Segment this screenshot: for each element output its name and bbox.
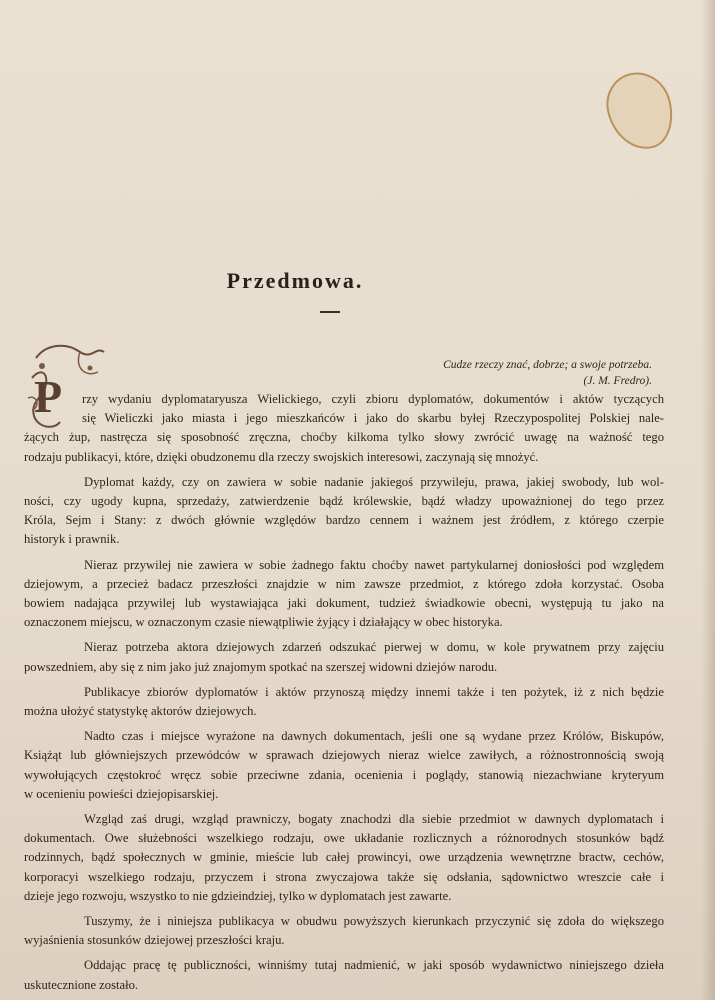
- text-line: powszedniem, aby się z nim jako już znajomym spotkać na szerszej widowni dziejów narodu.: [24, 659, 498, 674]
- text-line: można ułożyć statystykę aktorów dziejowych.: [24, 704, 257, 719]
- text-line: historyk i prawnik.: [24, 532, 120, 547]
- text-line: dziejowym, a przecież badacz przeszłości znajdzie w nim zawsze przedmiot, z którego zdoła korzystać. Osoba: [24, 576, 664, 591]
- text-line: wywołujących częstokroć wręcz sobie przeciwne zdania, ocenienia i poglądy, stanowią niezachwiane kryteryum: [24, 767, 664, 782]
- text-line: w ocenieniu powieści dziejopisarskiej.: [24, 786, 219, 801]
- text-line: Nieraz potrzeba aktora dziejowych zdarzeń odszukać pierwej w domu, w kole prywatnem przy zajęciu: [84, 640, 664, 655]
- text-line: dokumentach. Owe służebności wszelkiego rodzaju, owe układanie rozlicznych a różnorodnych stosunków bądź: [24, 831, 664, 846]
- paragraph: [24, 956, 664, 994]
- text-line: ności, czy ugody kupna, sprzedaży, zatwierdzenie bądź królewskie, bądź władzy upoważnionej do tego przez: [24, 494, 664, 509]
- paragraph: [24, 683, 664, 721]
- text-line: rzy wydaniu dyplomataryusza Wielickiego, czyli zbioru dyplomatów, dokumentów i aktów tyczących: [82, 392, 664, 406]
- preface-body: [24, 390, 664, 995]
- title-rule: [320, 311, 340, 313]
- text-line: korporacyi wszelkiego rodzaju, przyczem i strona zwyczajowa także się odsłania, sądownictwo wreszcie całe i: [24, 869, 664, 884]
- text-line: Dyplomat każdy, czy on zawiera w sobie nadanie jakiegoś przywileju, prawa, jakiej swobody, lub wol-: [84, 474, 664, 489]
- text-line: dzieje jego rozwoju, wszystko to nie gdzieindziej, tylko w dyplomatach jest zawarte.: [24, 888, 452, 903]
- text-line: bowiem nadająca przywilej lub wystawiająca jaki dokument, tudzież świadkowie obecni, występują tu jako na: [24, 596, 664, 611]
- text-line: oznaczonem miejscu, w oznaczonym czasie niewątpliwie żyjący i działający w obec historyka.: [24, 615, 503, 630]
- paragraph: [24, 556, 664, 633]
- text-line: Króla, Sejm i Stany: z dwóch głównie względów bardzo cennem i ważnem jest źródłem, z którego czerpie: [24, 513, 664, 528]
- paragraph: [24, 473, 664, 550]
- paragraph: [24, 727, 664, 804]
- text-line: Nieraz przywilej nie zawiera w sobie żadnego faktu choćby nawet partykularnej doniosłości pod względem: [84, 557, 664, 572]
- text-line: żących żup, nastręcza się sposobność zręczna, choćby kilkoma tylko słowy zwrócić uwagę na ważność tego: [24, 430, 664, 445]
- text-line: Książąt lub główniejszych przewódców w sprawach dziejowych nieraz wielce zawiłych, a różnostronnością swoją: [24, 748, 664, 763]
- text-line: Oddając pracę tę publiczności, winniśmy tutaj nadmienić, w jaki sposób wydawnictwo niniejszego dzieła: [84, 958, 664, 973]
- page-title: Przedmowa.: [226, 268, 364, 293]
- paper-stain: [600, 65, 681, 156]
- epigraph-quote: Cudze rzeczy znać, dobrze; a swoje potrzeba.: [443, 359, 652, 371]
- text-line: rodzinnych, bądź społecznych w gminie, mieście lub całej prowincyi, owe urządzenia wewnętrzne bractw, cechów,: [24, 850, 664, 865]
- text-line: Wzgląd zaś drugi, wzgląd prawniczy, bogaty znachodzi dla siebie przedmiot w dawnych dyplomatach i: [84, 812, 664, 827]
- epigraph-author: (J. M. Fredro).: [583, 375, 652, 387]
- text-line: Tuszymy, że i niniejsza publikacya w obudwu powyższych kierunkach przyczynić się zdoła do większego: [84, 914, 664, 929]
- paragraph: [24, 638, 664, 676]
- text-line: Nadto czas i miejsce wyrażone na dawnych dokumentach, jeśli one są wydane przez Królów, Biskupów,: [84, 729, 664, 744]
- text-line: wyjaśnienia stosunków dziejowej przeszłości kraju.: [24, 933, 285, 948]
- paragraph: [24, 912, 664, 950]
- text-line: rodzaju publikacyi, które, dzięki obudzonemu dla rzeczy swojskich interesowi, zaczynają się mnożyć.: [24, 449, 539, 464]
- dropcap-letter: P: [34, 371, 63, 422]
- page-edge-shadow: [701, 0, 715, 1000]
- text-line: uskutecznione zostało.: [24, 977, 139, 992]
- epigraph: [400, 357, 652, 389]
- paragraph: [24, 810, 664, 906]
- text-line: Publikacye zbiorów dyplomatów i aktów przynoszą między innemi także i ten pożytek, iż z nich będzie: [84, 684, 664, 699]
- text-line: się Wieliczki jako miasta i jego mieszkańców i jako do skarbu byłej Rzeczypospolitej Polskiej nale-: [82, 411, 664, 426]
- paragraph: [24, 390, 664, 467]
